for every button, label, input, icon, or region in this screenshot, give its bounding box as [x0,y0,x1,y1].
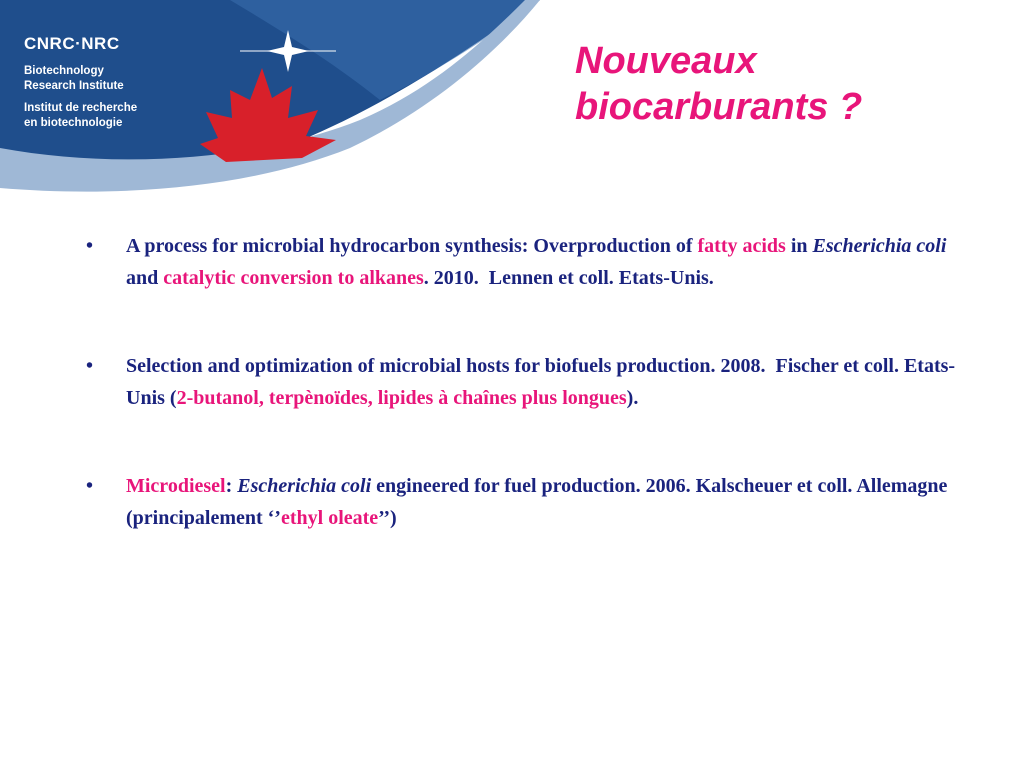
bullet-segment-species: Escherichia coli [237,475,372,497]
slide-title-line1: Nouveaux [575,40,757,82]
bullet-segment: . 2010. Lennen et coll. Etats-Unis. [423,267,714,289]
slide-title [575,38,995,130]
nrc-logo [24,34,204,131]
bullet-segment-species: Escherichia coli [812,235,947,257]
institute-name-fr-line1: Institut de recherche [24,102,138,114]
bullet-segment-highlight: Microdiesel [126,475,226,497]
bullet-item [86,470,966,534]
bullet-text [126,235,951,289]
bullet-marker-icon: • [86,355,94,377]
bullet-item [86,230,966,294]
bullet-segment-highlight: 2-butanol, terpènoïdes, lipides à chaînes plus longues [176,387,627,409]
institute-name-en-line1: Biotechnology [24,65,104,77]
bullet-segment: ’’) [378,507,397,529]
bullet-item [86,350,966,414]
bullet-segment-highlight: ethyl oleate [280,507,379,529]
bullet-segment-highlight: catalytic conversion to alkanes [163,267,424,289]
bullet-marker-icon: • [86,235,94,257]
bullet-segment: and [126,235,952,289]
bullet-segment-highlight: fatty acids [697,235,786,257]
institute-name-en-line2: Research Institute [24,80,124,92]
bullet-segment: ). [626,387,639,409]
bullet-marker-icon: • [86,475,94,497]
bullet-segment: engineered for fuel production. 2006. Kalscheuer et coll. Allemagne (principalement ‘’ [126,475,953,529]
bullet-segment: Selection and optimization of microbial hosts for biofuels production. 2008. Fischer et coll. Etats-Unis ( [126,355,956,409]
logo-wordmark: CNRC·NRC [24,34,120,53]
bullet-segment: A process for microbial hydrocarbon synthesis: Overproduction of [126,235,698,257]
bullet-segment: : [225,475,238,497]
institute-name-fr-line2: en biotechnologie [24,117,123,129]
slide-title-line2: biocarburants ? [575,86,863,128]
bullet-text [126,355,955,409]
bullet-text [126,475,952,529]
bullet-segment: in [785,235,813,257]
bullet-list [86,230,966,590]
